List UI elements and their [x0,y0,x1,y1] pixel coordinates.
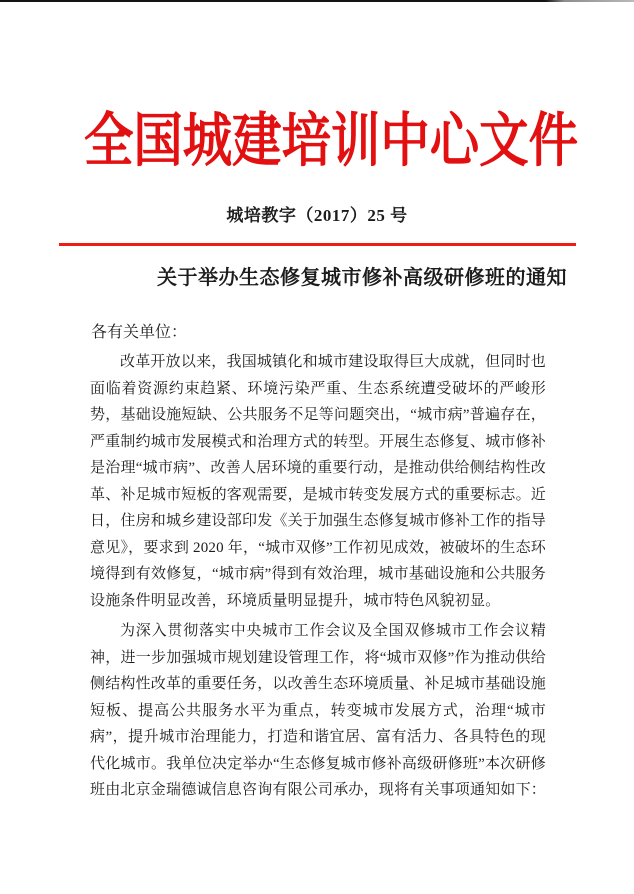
document-header-title: 全国城建培训中心文件 [83,110,578,174]
red-divider-line [59,243,576,246]
body-paragraph-2: 为深入贯彻落实中央城市工作会议及全国双修城市工作会议精神，进一步加强城市规划建设管理工作，将“城市双修”作为推动供给侧结构性改革的重要任务，以改善生态环境质量、补足城市基础设施短板、提高公共服务水平为重点，转变城市发展方式，治理“城市病”，提升城市治理能力，打造和谐宜居、富有活力、各具特色的现代化城市。我单位决定举办“生态修复城市修补高级研修班”本次研修班由北京金瑞德诚信息咨询有限公司承办，现将有关事项通知如下： [90,623,547,798]
salutation: 各有关单位： [91,324,188,341]
scan-edge-artifact [0,0,634,2]
body-paragraph-1: 改革开放以来，我国城镇化和城市建设取得巨大成就，但同时也面临着资源约束趋紧、环境污染严重、生态系统遭受破坏的严峻形势，基础设施短缺、公共服务不足等问题突出，“城市病”普遍存在，严重制约城市发展模式和治理方式的转型。开展生态修复、城市修补是治理“城市病”、改善人居环境的重要行动，是推动供给侧结构性改革、补足城市短板的客观需要，是城市转变发展方式的重要标志。近日，住房和城乡建设部印发《关于加强生态修复城市修补工作的指导意见》，要求到 2020 年，“城市双修”工作初见成效，被破坏的生态环境得到有效修复，“城市病”得到有效治理，城市基础设施和公共服务设施条件明显改善，环境质量明显提升，城市特色风貌初显。 [90,354,547,609]
notice-body [90,349,546,804]
notice-title: 关于举办生态修复城市修补高级研修班的通知 [157,267,567,289]
document-number: 城培教字（2017）25 号 [226,206,408,225]
